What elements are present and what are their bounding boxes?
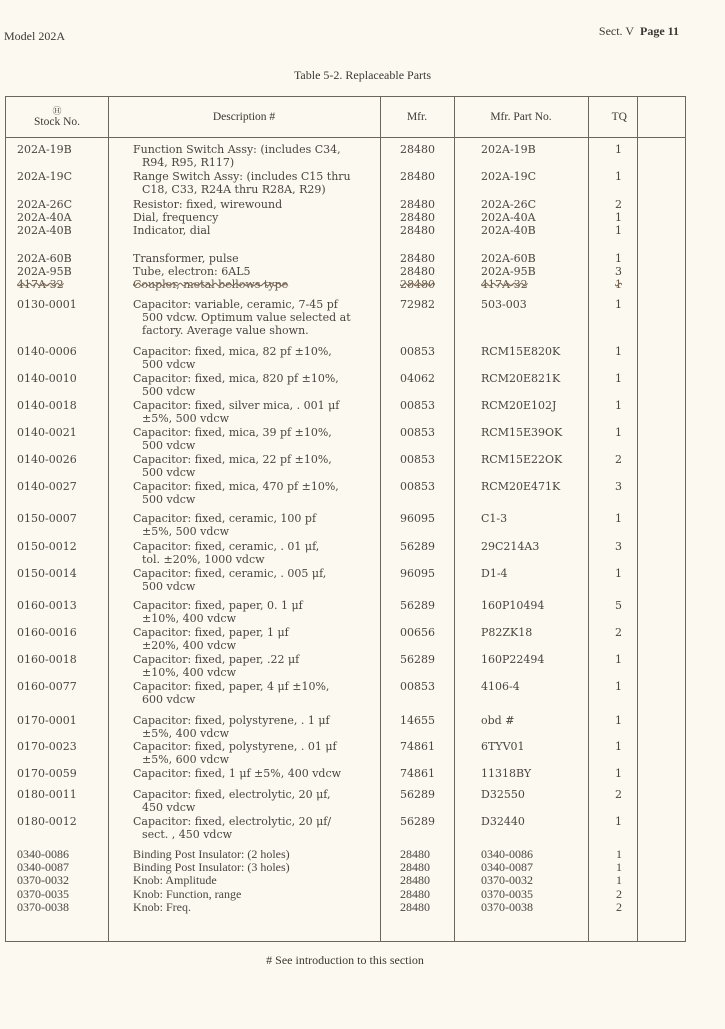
manufacturer-code: 56289 (400, 540, 435, 553)
total-quantity: 1 (616, 847, 622, 861)
manufacturer-code: 28480 (400, 887, 430, 901)
description-line: Capacitor: fixed, polystyrene, . 01 μf (133, 740, 337, 753)
header-mfr: Mfr. (406, 111, 428, 123)
stock-number: 0140-0010 (17, 372, 77, 385)
description-line: Capacitor: fixed, ceramic, 100 pf (133, 512, 317, 525)
description-line: tol. ±20%, 1000 vdcw (142, 553, 265, 566)
description (133, 512, 378, 538)
description (133, 345, 378, 371)
total-quantity: 3 (615, 540, 622, 553)
total-quantity: 1 (615, 278, 622, 291)
description-line: Range Switch Assy: (includes C15 thru (133, 170, 351, 183)
description (133, 224, 378, 237)
mfr-part-number: P82ZK18 (481, 626, 533, 639)
manufacturer-code: 00656 (400, 626, 435, 639)
stock-number: 0370-0035 (17, 887, 69, 901)
manufacturer-code: 28480 (400, 170, 435, 183)
description-line: Resistor: fixed, wirewound (133, 198, 283, 211)
description-line: Knob: Amplitude (133, 873, 217, 887)
mfr-part-number: 0340-0086 (481, 847, 533, 861)
description (133, 480, 378, 506)
total-quantity: 2 (616, 900, 622, 914)
header-mfr-part-no: Mfr. Part No. (490, 111, 552, 123)
mfr-part-number: RCM15E820K (481, 345, 561, 358)
description-line: 500 vdcw. Optimum value selected at (142, 311, 351, 324)
manufacturer-code: 28480 (400, 278, 435, 291)
manufacturer-code: 74861 (400, 740, 435, 753)
stock-number: 202A-19C (17, 170, 73, 183)
stock-number: 0150-0014 (17, 567, 77, 580)
stock-number: 0140-0027 (17, 480, 77, 493)
total-quantity: 1 (615, 211, 622, 224)
description-line: Capacitor: fixed, paper, .22 μf (133, 653, 300, 666)
manufacturer-code: 00853 (400, 345, 435, 358)
total-quantity: 1 (615, 426, 622, 439)
total-quantity: 1 (615, 224, 622, 237)
mfr-part-number: RCM15E39OK (481, 426, 563, 439)
description-line: Capacitor: fixed, mica, 820 pf ±10%, (133, 372, 339, 385)
description-line: 450 vdcw (142, 801, 196, 814)
mfr-part-number: 202A-19C (481, 170, 537, 183)
manufacturer-code: 56289 (400, 788, 435, 801)
mfr-part-number: D1-4 (481, 567, 508, 580)
mfr-part-number: D32550 (481, 788, 525, 801)
mfr-part-number: 4106-4 (481, 680, 520, 693)
stock-number: 0140-0018 (17, 399, 77, 412)
description (133, 453, 378, 479)
total-quantity: 1 (615, 143, 622, 156)
mfr-part-number: D32440 (481, 815, 525, 828)
mfr-part-number: RCM20E102J (481, 399, 557, 412)
description (133, 252, 378, 265)
description (133, 170, 378, 196)
description-line: Capacitor: variable, ceramic, 7-45 pf (133, 298, 338, 311)
mfr-part-number: RCM15E22OK (481, 453, 563, 466)
mfr-part-number: 202A-60B (481, 252, 536, 265)
description-line: Capacitor: fixed, ceramic, . 005 μf, (133, 567, 327, 580)
description-line: ±5%, 600 vdcw (142, 753, 229, 766)
total-quantity: 3 (615, 265, 622, 278)
stock-number: 0140-0006 (17, 345, 77, 358)
description (133, 426, 378, 452)
mfr-part-number: 202A-26C (481, 198, 537, 211)
column-divider (380, 97, 381, 941)
stock-number: 0170-0059 (17, 767, 77, 780)
total-quantity: 1 (615, 815, 622, 828)
description-line: 500 vdcw (142, 385, 196, 398)
description-line: Function Switch Assy: (includes C34, (133, 143, 341, 156)
mfr-part-number: RCM20E821K (481, 372, 561, 385)
description (133, 198, 378, 211)
mfr-part-number: 11318BY (481, 767, 532, 780)
description-line: 500 vdcw (142, 466, 196, 479)
description (133, 626, 378, 652)
total-quantity: 1 (615, 653, 622, 666)
description (133, 211, 378, 224)
mfr-part-number: 202A-40A (481, 211, 536, 224)
description-line: Binding Post Insulator: (2 holes) (133, 847, 290, 861)
description-line: Capacitor: fixed, 1 μf ±5%, 400 vdcw (133, 767, 342, 780)
manufacturer-code: 74861 (400, 767, 435, 780)
total-quantity: 1 (615, 399, 622, 412)
total-quantity: 1 (615, 680, 622, 693)
stock-number: 0370-0038 (17, 900, 69, 914)
manufacturer-code: 00853 (400, 480, 435, 493)
page-number: Page 11 (640, 24, 679, 38)
manufacturer-code: 28480 (400, 860, 430, 874)
total-quantity: 1 (615, 252, 622, 265)
header-extra (637, 97, 685, 137)
description (133, 399, 378, 425)
manufacturer-code: 56289 (400, 653, 435, 666)
description-line: Capacitor: fixed, polystyrene, . 1 μf (133, 714, 330, 727)
stock-number: 202A-60B (17, 252, 72, 265)
description-line: 500 vdcw (142, 493, 196, 506)
description-line: Capacitor: fixed, paper, 1 μf (133, 626, 289, 639)
mfr-part-number: 29C214A3 (481, 540, 540, 553)
description (133, 815, 378, 841)
column-divider (588, 97, 589, 941)
stock-number: 202A-19B (17, 143, 72, 156)
manufacturer-code: 00853 (400, 399, 435, 412)
manufacturer-code: 00853 (400, 453, 435, 466)
mfr-part-number: 160P22494 (481, 653, 545, 666)
description-line: sect. , 450 vdcw (142, 828, 233, 841)
description-line: R94, R95, R117) (142, 156, 235, 169)
mfr-part-number: 0370-0032 (481, 873, 533, 887)
total-quantity: 2 (615, 198, 622, 211)
manufacturer-code: 96095 (400, 567, 435, 580)
description-line: ±5%, 500 vdcw (142, 525, 229, 538)
stock-number: 202A-40A (17, 211, 72, 224)
total-quantity: 1 (615, 567, 622, 580)
manufacturer-code: 28480 (400, 198, 435, 211)
description-line: Capacitor: fixed, ceramic, . 01 μf, (133, 540, 320, 553)
mfr-part-number: RCM20E471K (481, 480, 561, 493)
description-line: ±10%, 400 vdcw (142, 612, 236, 625)
stock-number: 0340-0087 (17, 860, 69, 874)
description (133, 540, 378, 566)
header-tq: TQ (611, 111, 627, 123)
description-line: Capacitor: fixed, electrolytic, 20 μf/ (133, 815, 332, 828)
total-quantity: 1 (615, 345, 622, 358)
total-quantity: 2 (615, 453, 622, 466)
mfr-part-number: 417A-32 (481, 278, 528, 291)
stock-number: 0170-0023 (17, 740, 77, 753)
description-line: 500 vdcw (142, 358, 196, 371)
description (133, 278, 378, 291)
mfr-part-number: obd # (481, 714, 515, 727)
stock-number: 0150-0007 (17, 512, 77, 525)
stock-number: 417A-32 (17, 278, 64, 291)
description (133, 901, 378, 914)
total-quantity: 1 (615, 767, 622, 780)
stock-number: 202A-95B (17, 265, 72, 278)
total-quantity: 3 (615, 480, 622, 493)
stock-number: 0160-0013 (17, 599, 77, 612)
manufacturer-code: 56289 (400, 815, 435, 828)
description (133, 265, 378, 278)
description (133, 788, 378, 814)
mfr-part-number: 503-003 (481, 298, 527, 311)
total-quantity: 1 (615, 170, 622, 183)
mfr-part-number: 0370-0035 (481, 887, 533, 901)
description (133, 714, 378, 740)
description (133, 298, 378, 337)
mfr-part-number: 160P10494 (481, 599, 545, 612)
manufacturer-code: 00853 (400, 426, 435, 439)
description-line: ±5%, 400 vdcw (142, 727, 229, 740)
stock-number: 0130-0001 (17, 298, 77, 311)
total-quantity: 2 (616, 887, 622, 901)
column-divider (108, 97, 109, 941)
stock-number: 0180-0012 (17, 815, 77, 828)
manufacturer-code: 28480 (400, 265, 435, 278)
total-quantity: 2 (615, 788, 622, 801)
model-label: Model 202A (4, 29, 65, 43)
description-line: Binding Post Insulator: (3 holes) (133, 860, 290, 874)
description-line: 500 vdcw (142, 439, 196, 452)
description (133, 653, 378, 679)
total-quantity: 1 (615, 372, 622, 385)
hp-logo-icon: Ⓗ (52, 106, 62, 116)
mfr-part-number: C1-3 (481, 512, 508, 525)
description (133, 567, 378, 593)
description-line: Dial, frequency (133, 211, 219, 224)
description (133, 680, 378, 706)
mfr-part-number: 202A-40B (481, 224, 536, 237)
description-line: 600 vdcw (142, 693, 196, 706)
total-quantity: 1 (615, 298, 622, 311)
description-line: ±5%, 500 vdcw (142, 412, 229, 425)
manufacturer-code: 28480 (400, 873, 430, 887)
description-line: ±10%, 400 vdcw (142, 666, 236, 679)
mfr-part-number: 202A-19B (481, 143, 536, 156)
mfr-part-number: 6TYV01 (481, 740, 525, 753)
description (133, 874, 378, 887)
description-line: Coupler, metal bellows type (133, 278, 289, 291)
header-divider (6, 137, 685, 138)
manufacturer-code: 28480 (400, 224, 435, 237)
manufacturer-code: 72982 (400, 298, 435, 311)
stock-number: 0160-0016 (17, 626, 77, 639)
stock-number: 0140-0021 (17, 426, 77, 439)
description-line: Capacitor: fixed, electrolytic, 20 μf, (133, 788, 331, 801)
total-quantity: 1 (615, 714, 622, 727)
stock-number: 202A-26C (17, 198, 73, 211)
description-line: Capacitor: fixed, mica, 470 pf ±10%, (133, 480, 339, 493)
description-line: Indicator, dial (133, 224, 211, 237)
stock-number: 0160-0077 (17, 680, 77, 693)
total-quantity: 1 (616, 873, 622, 887)
header-description: Description # (212, 111, 276, 123)
description (133, 599, 378, 625)
total-quantity: 1 (615, 740, 622, 753)
description-line: C18, C33, R24A thru R28A, R29) (142, 183, 326, 196)
total-quantity: 2 (615, 626, 622, 639)
description-line: Capacitor: fixed, mica, 39 pf ±10%, (133, 426, 332, 439)
manufacturer-code: 28480 (400, 252, 435, 265)
description-line: Transformer, pulse (133, 252, 239, 265)
footnote: # See introduction to this section (266, 953, 424, 967)
manufacturer-code: 14655 (400, 714, 435, 727)
total-quantity: 1 (616, 860, 622, 874)
description-line: Knob: Freq. (133, 900, 191, 914)
description-line: factory. Average value shown. (142, 324, 309, 337)
column-divider (454, 97, 455, 941)
stock-number: 202A-40B (17, 224, 72, 237)
manufacturer-code: 28480 (400, 847, 430, 861)
total-quantity: 1 (615, 512, 622, 525)
manufacturer-code: 00853 (400, 680, 435, 693)
manufacturer-code: 28480 (400, 900, 430, 914)
description (133, 143, 378, 169)
column-divider (637, 97, 638, 941)
stock-number: 0370-0032 (17, 873, 69, 887)
manufacturer-code: 96095 (400, 512, 435, 525)
description-line: Capacitor: fixed, mica, 82 pf ±10%, (133, 345, 332, 358)
mfr-part-number: 0370-0038 (481, 900, 533, 914)
manufacturer-code: 28480 (400, 143, 435, 156)
header-stock-no: Ⓗ Stock No. (34, 106, 80, 128)
description-line: Capacitor: fixed, paper, 4 μf ±10%, (133, 680, 330, 693)
description (133, 372, 378, 398)
manufacturer-code: 04062 (400, 372, 435, 385)
stock-number: 0180-0011 (17, 788, 77, 801)
total-quantity: 5 (615, 599, 622, 612)
stock-number: 0160-0018 (17, 653, 77, 666)
description-line: ±20%, 400 vdcw (142, 639, 236, 652)
description (133, 740, 378, 766)
description-line: Capacitor: fixed, paper, 0. 1 μf (133, 599, 303, 612)
description-line: 500 vdcw (142, 580, 196, 593)
description-line: Capacitor: fixed, silver mica, . 001 μf (133, 399, 340, 412)
mfr-part-number: 202A-95B (481, 265, 536, 278)
stock-number: 0140-0026 (17, 453, 77, 466)
mfr-part-number: 0340-0087 (481, 860, 533, 874)
stock-number: 0340-0086 (17, 847, 69, 861)
description-line: Tube, electron: 6AL5 (133, 265, 251, 278)
description-line: Capacitor: fixed, mica, 22 pf ±10%, (133, 453, 332, 466)
description-line: Knob: Function, range (133, 887, 242, 901)
stock-number: 0150-0012 (17, 540, 77, 553)
manufacturer-code: 56289 (400, 599, 435, 612)
table-title: Table 5-2. Replaceable Parts (293, 68, 432, 82)
description (133, 767, 378, 780)
page-reference (599, 24, 679, 39)
manufacturer-code: 28480 (400, 211, 435, 224)
section-label: Sect. V (598, 24, 634, 38)
stock-number: 0170-0001 (17, 714, 77, 727)
